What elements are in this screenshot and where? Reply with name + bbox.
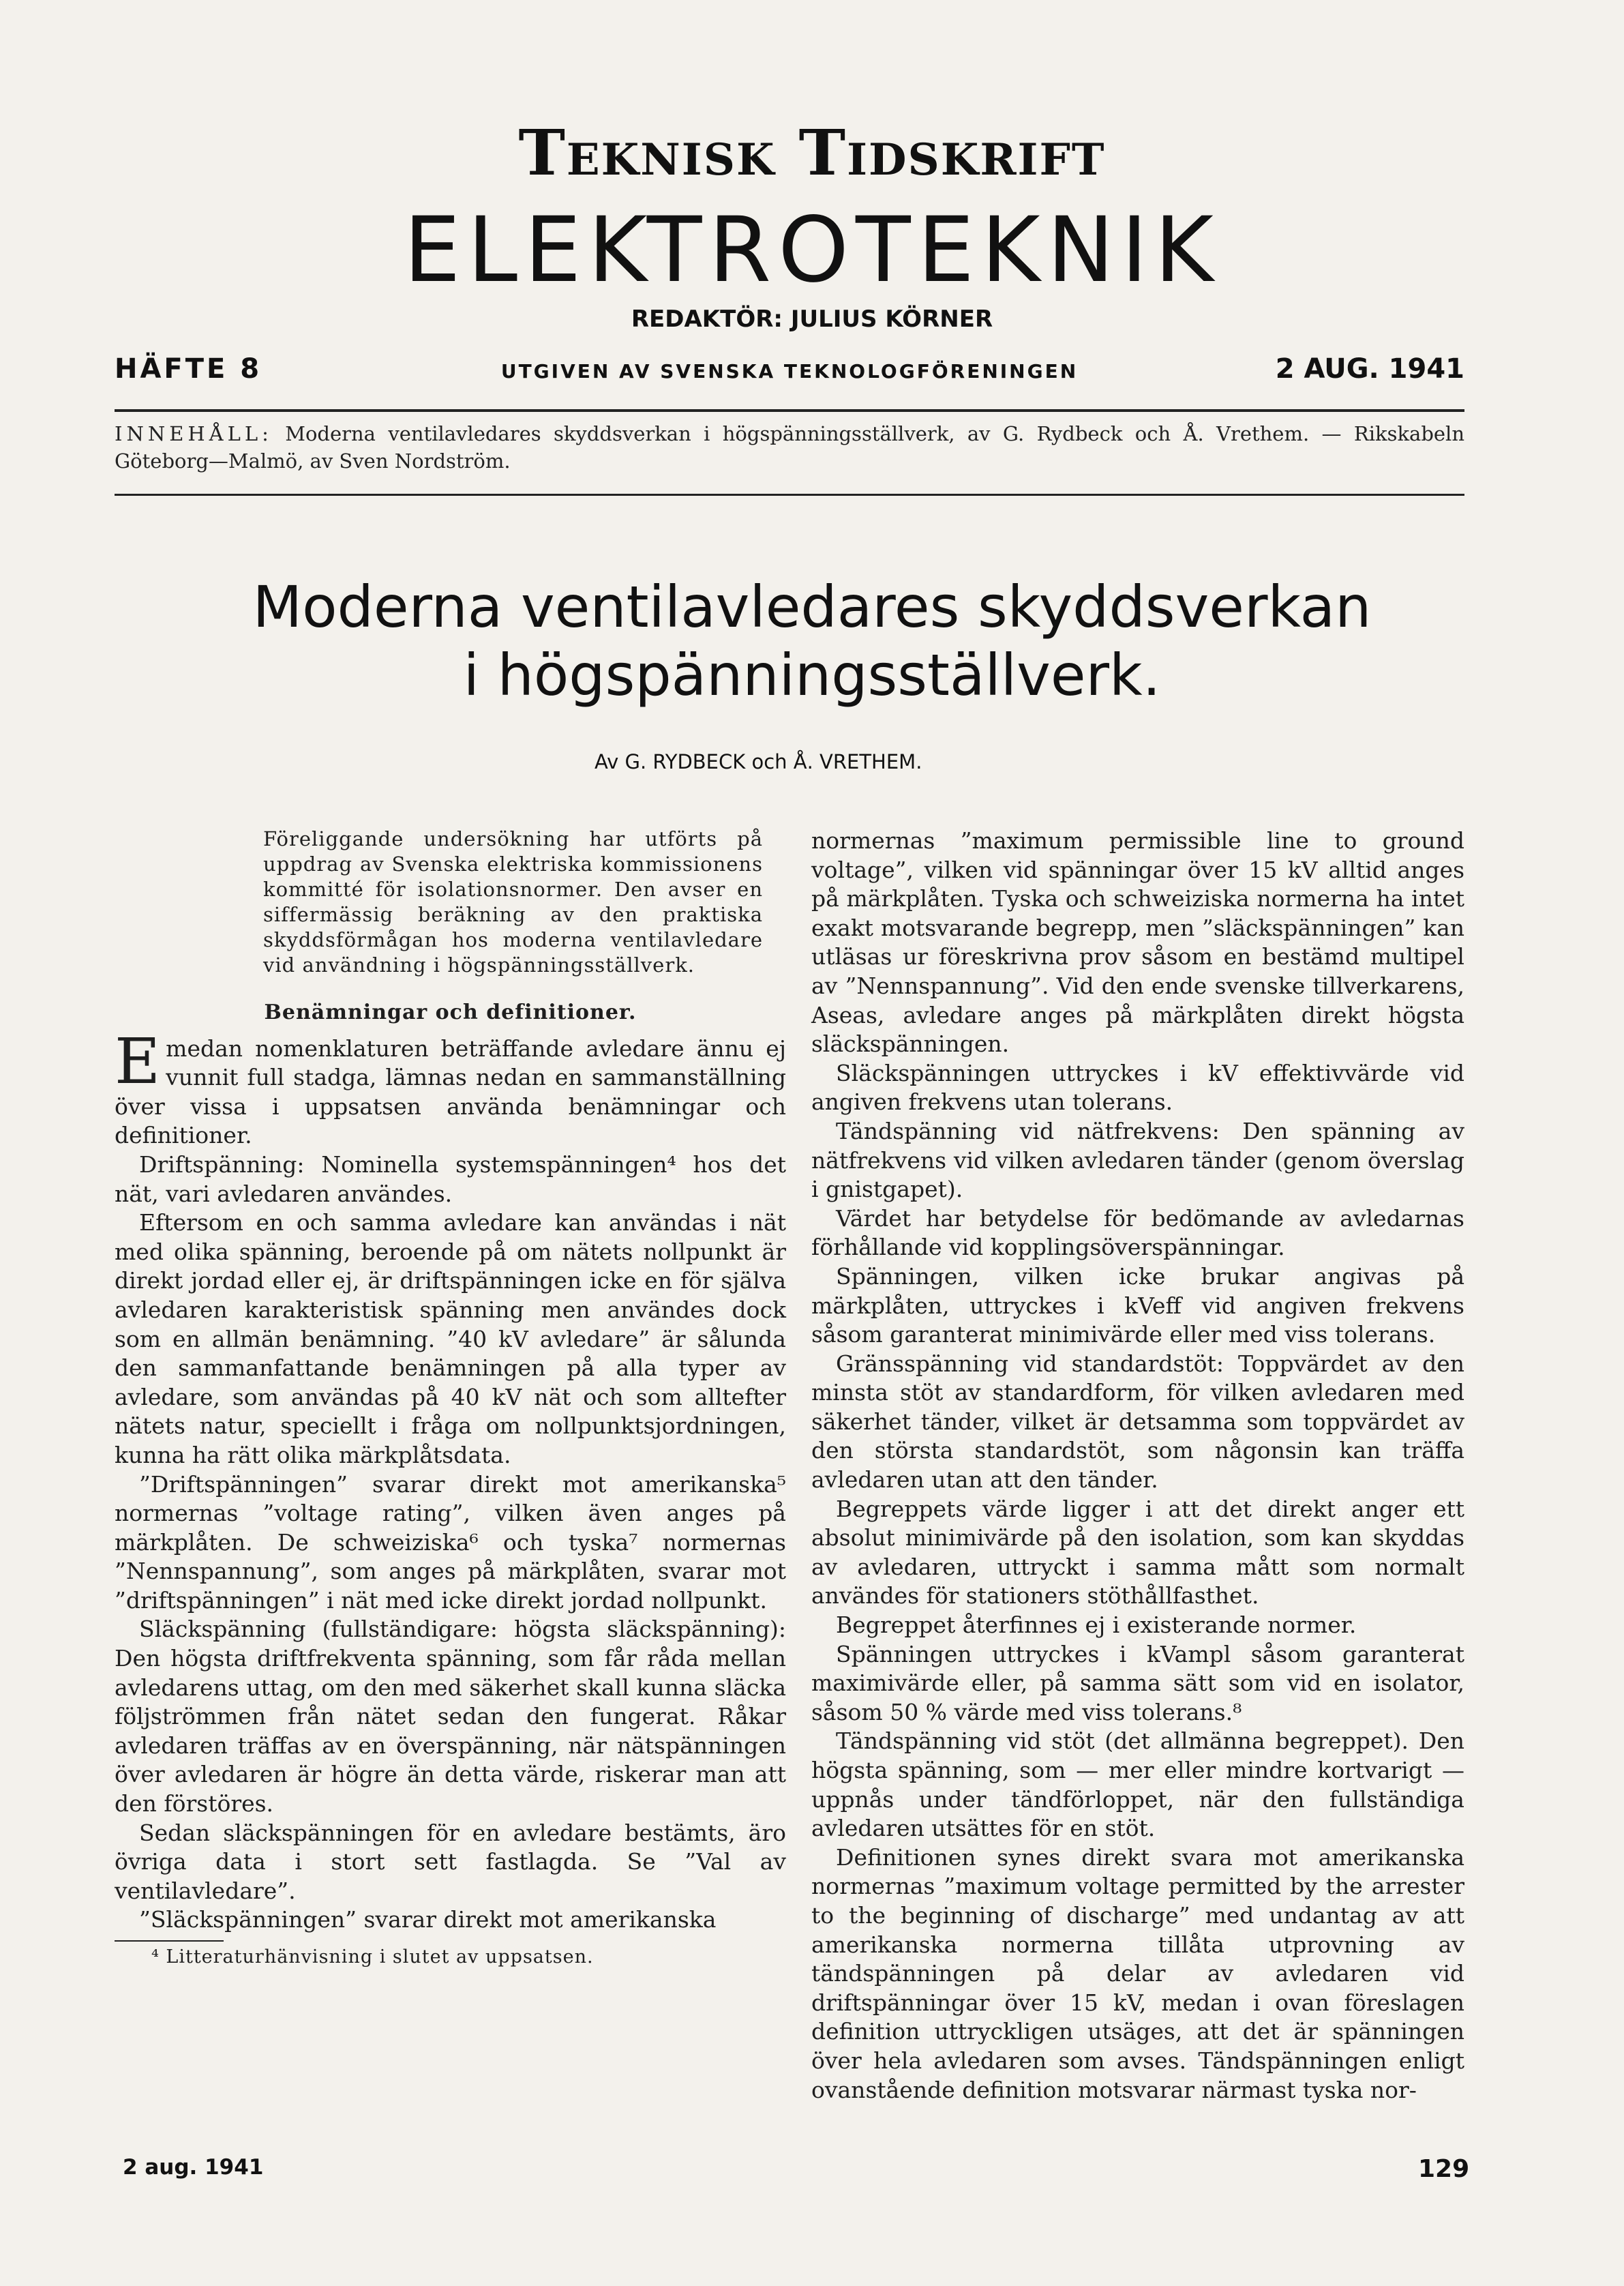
paragraph: Begreppet återfinnes ej i existerande normer.	[836, 1612, 1357, 1639]
footer-date: 2 aug. 1941	[123, 2155, 264, 2180]
abstract: Föreliggande undersökning har utförts på uppdrag av Svenska elektriska kommissionens kommitté för isolationsnormer. Den avser en siffermässig beräkning av den praktiska skyddsförmågan hos moderna ventilavledare vid användning i högspänningsställverk.	[263, 827, 763, 977]
paragraph-text: medan nomenklaturen beträffande avledare ännu ej vunnit full stadga, lämnas nedan en sammanställning över vissa i uppsatsen använda benämningar och definitioner.	[115, 1035, 786, 1149]
contents	[115, 420, 1464, 475]
paragraph: Definitionen synes direkt svara mot amerikanska normernas ”maximum voltage permitted by the arrester to the beginning of discharge” med undantag av att amerikanska normerna tillåta utprovning av tändspänningen på delar av avledaren vid driftspänningar över 15 kV, medan i ovan föreslagen definition uttryckligen utsäges, att det är spänningen över hela avledaren som avses. Tändspänningen enligt ovanstående definition motsvarar närmast tyska nor-	[811, 1843, 1464, 2103]
paragraph: Spänningen, vilken icke brukar angivas på märkplåten, uttryckes i kVeff vid angiven frekvens såsom garanterat minimivärde eller med viss tolerans.	[811, 1262, 1464, 1348]
right-column	[811, 827, 1464, 2105]
editor-line: REDAKTÖR: JULIUS KÖRNER	[631, 306, 993, 333]
paragraph: Tändspänning vid stöt (det allmänna begreppet). Den högsta spänning, som — mer eller mindre kortvarigt — uppnås under tändförloppet, när den fullständiga avledaren utsättes för en stöt.	[811, 1727, 1464, 1842]
journal-section: ELEKTROTEKNIK	[404, 198, 1220, 303]
section-heading: Benämningar och definitioner.	[264, 1000, 637, 1024]
drop-cap: E	[115, 1024, 161, 1098]
paragraph: Driftspänning: Nominella systemspänningen⁴ hos det nät, vari avledaren användes.	[115, 1151, 786, 1207]
issue-number: HÄFTE 8	[115, 353, 262, 385]
article-authors: Av G. RYDBECK och Å. VRETHEM.	[595, 750, 922, 773]
paragraph: Släckspänning (fullständigare: högsta släckspänning): Den högsta driftfrekventa spänning, som får råda mellan avledarens uttag, om den med säkerhet skall kunna släcka följströmmen från nätet sedan den fungerat. Råkar avledaren träffas av en överspänning, när nätspänningen över avledaren är högre än detta värde, riskerar man att den förstöres.	[115, 1616, 786, 1817]
contents-text: Moderna ventilavledares skyddsverkan i högspänningsställverk, av G. Rydbeck och Å. Vrethem. — Rikskabeln Göteborg—Malmö, av Sven Nordström.	[115, 422, 1465, 473]
article-title	[0, 573, 1624, 709]
paragraph: ”Driftspänningen” svarar direkt mot amerikanska⁵ normernas ”voltage rating”, vilken även anges på märkplåten. De schweiziska⁶ och tyska⁷ normernas ”Nennspannung”, som anges på märkplåten, svarar mot ”driftspänningen” i nät med icke direkt jordad nollpunkt.	[115, 1470, 786, 1614]
contents-divider	[115, 494, 1464, 496]
footnote-divider	[115, 1940, 224, 1942]
paragraph: ”Släckspänningen” svarar direkt mot amerikanska	[139, 1906, 717, 1933]
contents-label: INNEHÅLL:	[115, 422, 273, 445]
paragraph: Värdet har betydelse för bedömande av avledarnas förhållande vid kopplingsöverspänningar.	[811, 1204, 1464, 1261]
issue-date: 2 AUG. 1941	[1275, 353, 1464, 385]
paragraph: Begreppets värde ligger i att det direkt anger ett absolut minimivärde på den isolation, som kan skyddas av avledaren, uttryckt i samma mått som normalt användes för stationers stöthållfasthet.	[811, 1495, 1464, 1609]
paragraph: Eftersom en och samma avledare kan användas i nät med olika spänning, beroende på om nätets nollpunkt är direkt jordad eller ej, är driftspänningen icke en för själva avledaren karakteristisk spänning men användes dock som en allmän benämning. ”40 kV avledare” är sålunda den sammanfattande benämningen på alla typer av avledare, som användas på 40 kV nät och som alltefter nätets natur, speciellt i fråga om nollpunktsjordningen, kunna ha rätt olika märkplåtsdata.	[115, 1209, 786, 1468]
paragraph: normernas ”maximum permissible line to ground voltage”, vilken vid spänningar över 15 kV alltid anges på märkplåten. Tyska och schweiziska normerna ha intet exakt motsvarande begrepp, men ”släckspänningen” kan utläsas ur föreskrivna prov såsom en bestämd multipel av ”Nennspannung”. Vid den ende svenske tillverkarens, Aseas, avledare anges på märkplåten direkt högsta släckspänningen.	[811, 827, 1464, 1058]
journal-title: Teknisk Tidskrift	[518, 116, 1106, 190]
page-number: 129	[1418, 2155, 1470, 2183]
article-title-line1: Moderna ventilavledares skyddsverkan	[252, 574, 1372, 640]
paragraph: Spänningen uttryckes i kVampl såsom garanterat maximivärde eller, på samma sätt som vid en isolator, såsom 50 % värde med viss tolerans.⁸	[811, 1640, 1464, 1725]
paragraph: Gränsspänning vid standardstöt: Toppvärdet av den minsta stöt av standardform, för vilken avledaren med säkerhet tänder, vilket är detsamma som toppvärdet av den största standardstöt, som någonsin kan träffa avledaren utan att den tänder.	[811, 1350, 1464, 1494]
issue-row	[115, 353, 1464, 387]
footnote: ⁴ Litteraturhänvisning i slutet av uppsatsen.	[151, 1946, 594, 1968]
paragraph: Sedan släckspänningen för en avledare bestämts, äro övriga data i stort sett fastlagda. Se ”Val av ventilavledare”.	[115, 1819, 786, 1904]
publisher: UTGIVEN AV SVENSKA TEKNOLOGFÖRENINGEN	[500, 360, 1079, 383]
left-column	[115, 827, 786, 1969]
paragraph: Släckspänningen uttryckes i kV effektivvärde vid angiven frekvens utan tolerans.	[811, 1059, 1464, 1116]
paragraph: Tändspänning vid nätfrekvens: Den spänning av nätfrekvens vid vilken avledaren tänder (genom överslag i gnistgapet).	[811, 1117, 1464, 1203]
header-divider	[115, 409, 1464, 412]
paragraph	[115, 1024, 786, 1151]
article-title-line2: i högspänningsställverk.	[463, 642, 1161, 709]
